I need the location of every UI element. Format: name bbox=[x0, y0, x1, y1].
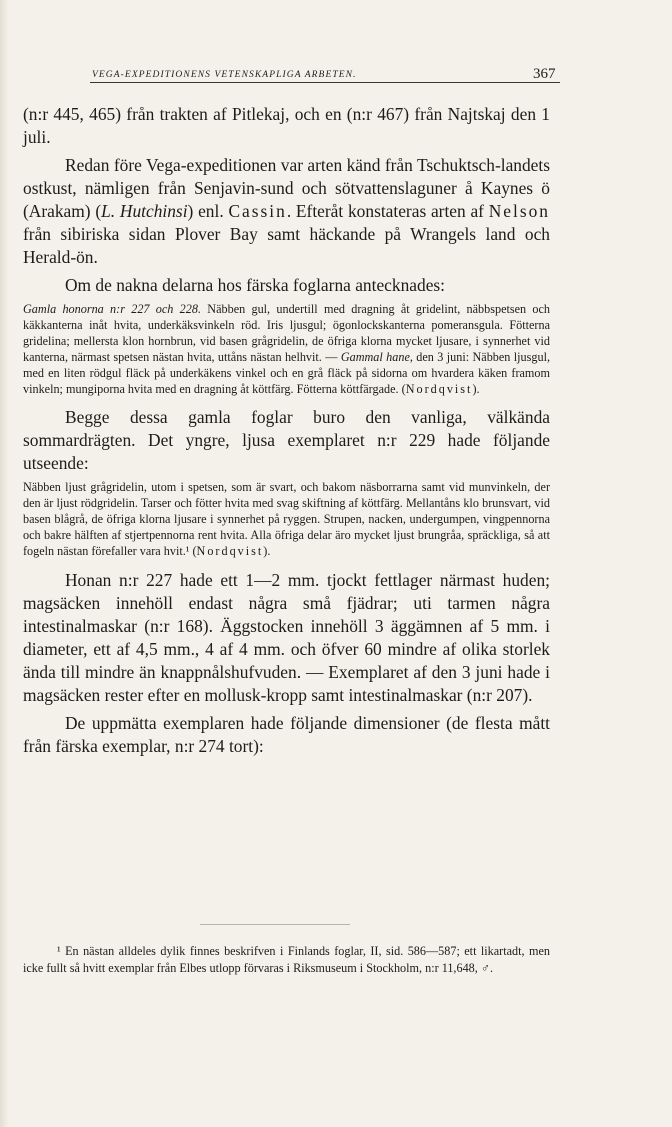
body-text bbox=[23, 103, 550, 763]
paragraph-5: Honan n:r 227 hade ett 1—2 mm. tjockt fettlager närmast huden; magsäcken innehöll endast några små fjädrar; uti tarmen några intestinalmaskar (n:r 168). Äggstocken innehöll 3 äggämnen af 5 mm. i diameter, ett af 4,5 mm., 4 af 4 mm. och öfver 60 mindre af olika storlek ända till mindre än knappnålshufvuden. — Exemplaret af den 3 juni hade i magsäcken rester efter en mollusk-kropp samt intestinalmaskar (n:r 207). bbox=[23, 569, 550, 705]
author-nelson: Nelson bbox=[488, 201, 551, 221]
paragraph-4: Begge dessa gamla foglar buro den vanliga, välkända sommardrägten. Det yngre, ljusa exemplaret n:r 229 hade följande utseende: bbox=[23, 407, 550, 474]
author-nordqvist: Nordqvist bbox=[405, 381, 473, 396]
page-number: 367 bbox=[533, 66, 556, 82]
footnote-text: ¹ En nästan alldeles dylik finnes beskrifven i Finlands foglar, II, sid. 586—587; ett likartadt, men icke fullt så hvitt exemplar från Elbes utlopp förvaras i Riksmuseum i Stockholm, n:r 11,648, ♂. bbox=[23, 944, 550, 975]
footnote bbox=[23, 943, 550, 977]
running-header: VEGA-EXPEDITIONENS VETENSKAPLIGA ARBETEN. bbox=[92, 70, 357, 80]
paragraph-6: De uppmätta exemplaren hade följande dimensioner (de flesta mått från färska exemplar, n:r 274 tort): bbox=[23, 712, 550, 756]
author-cassin: Cassin bbox=[228, 201, 287, 221]
note-females: Gamla honorna n:r 227 och 228. Näbben gul, undertill med dragning åt gridelint, näbbspetsen och käkkanterna inåt hvita, underkäksvinkeln röd. Iris ljusgul; ögonlockskanterna pomeransgula. Fötterna gridelina; mellersta klon hornbrun, vid basen grågridelin, de öfriga klorna mycket ljusare, i synnerhet vid kanterna, närmast spetsen nästan hvita, uttåns nästan helhvit. — Gammal hane, den 3 juni: Näbben ljusgul, med en liten rödgul fläck på underkäkens vinkel och en grå fläck på sidorna om hvardera käken framom vinkeln; mungiporna hvita med en dragning åt köttfärg. Fötterna köttfärgade. (Nordqvist). bbox=[23, 302, 551, 396]
author-nordqvist: Nordqvist bbox=[196, 544, 264, 559]
paragraph-3: Om de nakna delarna hos färska foglarna antecknades: bbox=[65, 275, 446, 295]
paragraph-2: Redan före Vega-expeditionen var arten känd från Tschuktsch-landets ostkust, nämligen från Senjavin-sund och sötvattenslaguner å Kaynes ö (Arakam) (L. Hutchinsi) enl. Cassin. Efteråt konstateras arten af Nelson från sibiriska sidan Plover Bay samt häckande på Wrangels land och Herald-ön. bbox=[23, 155, 551, 267]
paragraph-1: (n:r 445, 465) från trakten af Pitlekaj, och en (n:r 467) från Najtskaj den 1 juli. bbox=[23, 104, 550, 147]
page-edge-shadow bbox=[0, 0, 9, 1127]
footnote-separator bbox=[200, 924, 350, 925]
header-rule bbox=[90, 82, 560, 83]
note-young: Näbben ljust grågridelin, utom i spetsen, som är svart, och bakom näsborrarna samt vid munvinkeln, der den är ljust rödgridelin. Tarser och fötter hvita med svag skiftning af köttfärg. Mellantåns klo brunsvart, vid basen blågrå, de öfriga klorna ljusare i synnerhet på ryggen. Strupen, nacken, undergumpen, vingpennorna och bakre hälften af stjertpennorna rent hvita. Alla öfriga delar äro mycket ljust brungråa, spräckliga, så att fogeln nästan förefaller vara hvit.¹ (Nordqvist). bbox=[23, 480, 550, 559]
